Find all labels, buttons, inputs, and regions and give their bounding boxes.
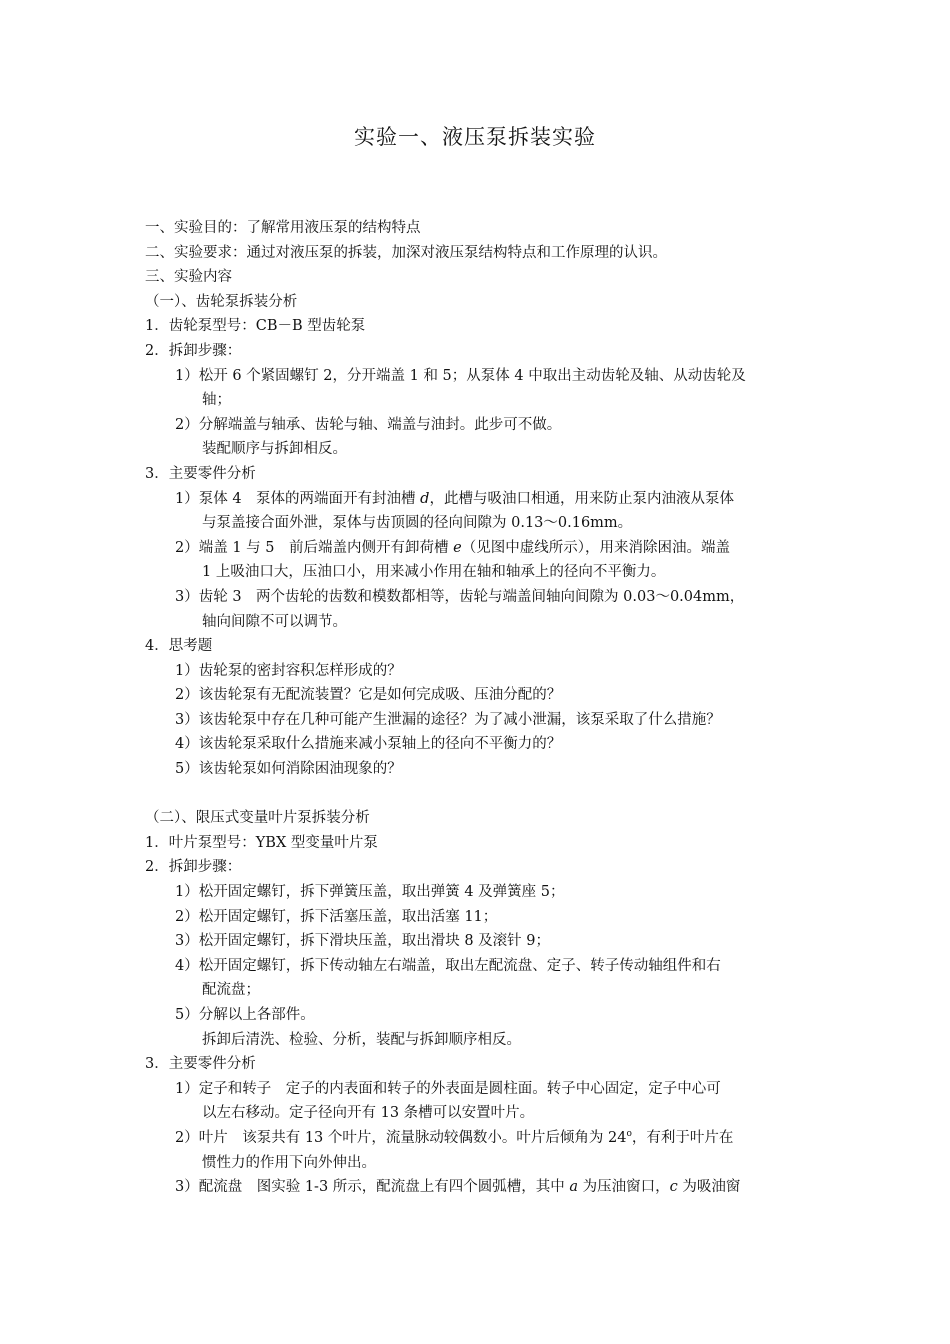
question-item: 1）齿轮泵的密封容积怎样形成的？ (175, 662, 402, 679)
document-body (145, 216, 813, 1200)
gear-part-1: 1）泵体 4 泵体的两端面开有封油槽 d，此槽与吸油口相通，用来防止泵内油液从泵体 (175, 490, 734, 507)
vane-step-1: 1）松开固定螺钉，拆下弹簧压盖，取出弹簧 4 及弹簧座 5； (175, 884, 565, 901)
vane-step-3: 3）松开固定螺钉，拆下滑块压盖，取出滑块 8 及滚针 9； (175, 933, 551, 950)
vane-part-2: 2）叶片 该泵共有 13 个叶片，流量脉动较偶数小。叶片后倾角为 24$^o$，有利于叶片在 (175, 1129, 734, 1146)
gear-part-2: 2）端盖 1 与 5 前后端盖内侧开有卸荷槽 e（见图中虚线所示），用来消除困油。端盖 (175, 539, 730, 556)
question-item: 2）该齿轮泵有无配流装置？它是如何完成吸、压油分配的？ (175, 687, 562, 704)
var-d: d (420, 490, 430, 507)
gear-pump-model: 1．齿轮泵型号：CB－B 型齿轮泵 (145, 318, 366, 335)
gear-step-2-note: 装配顺序与拆卸相反。 (202, 441, 347, 458)
question-item: 5）该齿轮泵如何消除困油现象的？ (175, 761, 402, 778)
var-a: a (569, 1179, 579, 1196)
section-requirement: 二、实验要求：通过对液压泵的拆装，加深对液压泵结构特点和工作原理的认识。 (145, 244, 667, 261)
question-item: 4）该齿轮泵采取什么措施来减小泵轴上的径向不平衡力的？ (175, 736, 562, 753)
gear-part-2-cont: 1 上吸油口大，压油口小，用来减小作用在轴和轴承上的径向不平衡力。 (202, 564, 666, 581)
vane-parts-heading: 3．主要零件分析 (145, 1056, 256, 1073)
gear-parts-heading: 3．主要零件分析 (145, 465, 256, 482)
gear-step-1-cont: 轴； (202, 392, 231, 409)
vane-part-1-cont: 以左右移动。定子径向开有 13 条槽可以安置叶片。 (202, 1105, 535, 1122)
vane-part-1: 1）定子和转子 定子的内表面和转子的外表面是圆柱面。转子中心固定，定子中心可 (175, 1080, 721, 1097)
vane-step-5-note: 拆卸后清洗、检验、分析，装配与拆卸顺序相反。 (202, 1031, 521, 1048)
paragraph-gap (145, 782, 813, 807)
gear-pump-heading: （一）、齿轮泵拆装分析 (145, 293, 298, 310)
gear-step-2: 2）分解端盖与轴承、齿轮与轴、端盖与油封。此步可不做。 (175, 416, 562, 433)
questions-heading: 4．思考题 (145, 638, 213, 655)
vane-part-2-cont: 惯性力的作用下向外伸出。 (202, 1154, 376, 1171)
vane-part-3: 3）配流盘 图实验 1-3 所示，配流盘上有四个圆弧槽，其中 a 为压油窗口，c 为吸油窗 (175, 1179, 741, 1196)
vane-pump-model: 1．叶片泵型号：YBX 型变量叶片泵 (145, 834, 378, 851)
gear-part-3: 3）齿轮 3 两个齿轮的齿数和模数都相等，齿轮与端盖间轴向间隙为 0.03～0.04mm， (175, 588, 745, 605)
var-c: c (669, 1179, 678, 1196)
vane-step-2: 2）松开固定螺钉，拆下活塞压盖，取出活塞 11； (175, 908, 498, 925)
gear-pump-steps-heading: 2．拆卸步骤： (145, 342, 242, 359)
vane-steps-heading: 2．拆卸步骤： (145, 859, 242, 876)
section-content-heading: 三、实验内容 (145, 269, 232, 286)
vane-step-4: 4）松开固定螺钉，拆下传动轴左右端盖，取出左配流盘、定子、转子传动轴组件和右 (175, 957, 721, 974)
gear-part-1-cont: 与泵盖接合面外泄，泵体与齿顶圆的径向间隙为 0.13～0.16mm。 (202, 515, 633, 532)
page-title: 实验一、液压泵拆装实验 (354, 125, 596, 149)
vane-pump-heading: （二）、限压式变量叶片泵拆装分析 (145, 810, 370, 827)
question-item: 3）该齿轮泵中存在几种可能产生泄漏的途径？为了减小泄漏，该泵采取了什么措施？ (175, 711, 721, 728)
gear-part-3-cont: 轴向间隙不可以调节。 (202, 613, 347, 630)
gear-step-1: 1）松开 6 个紧固螺钉 2，分开端盖 1 和 5；从泵体 4 中取出主动齿轮及轴、从动齿轮及 (175, 367, 746, 384)
degree-superscript: o (626, 1129, 632, 1140)
section-purpose: 一、实验目的：了解常用液压泵的结构特点 (145, 220, 421, 236)
vane-step-5: 5）分解以上各部件。 (175, 1007, 315, 1023)
var-e: e (453, 539, 462, 556)
vane-step-4-cont: 配流盘； (202, 982, 260, 999)
